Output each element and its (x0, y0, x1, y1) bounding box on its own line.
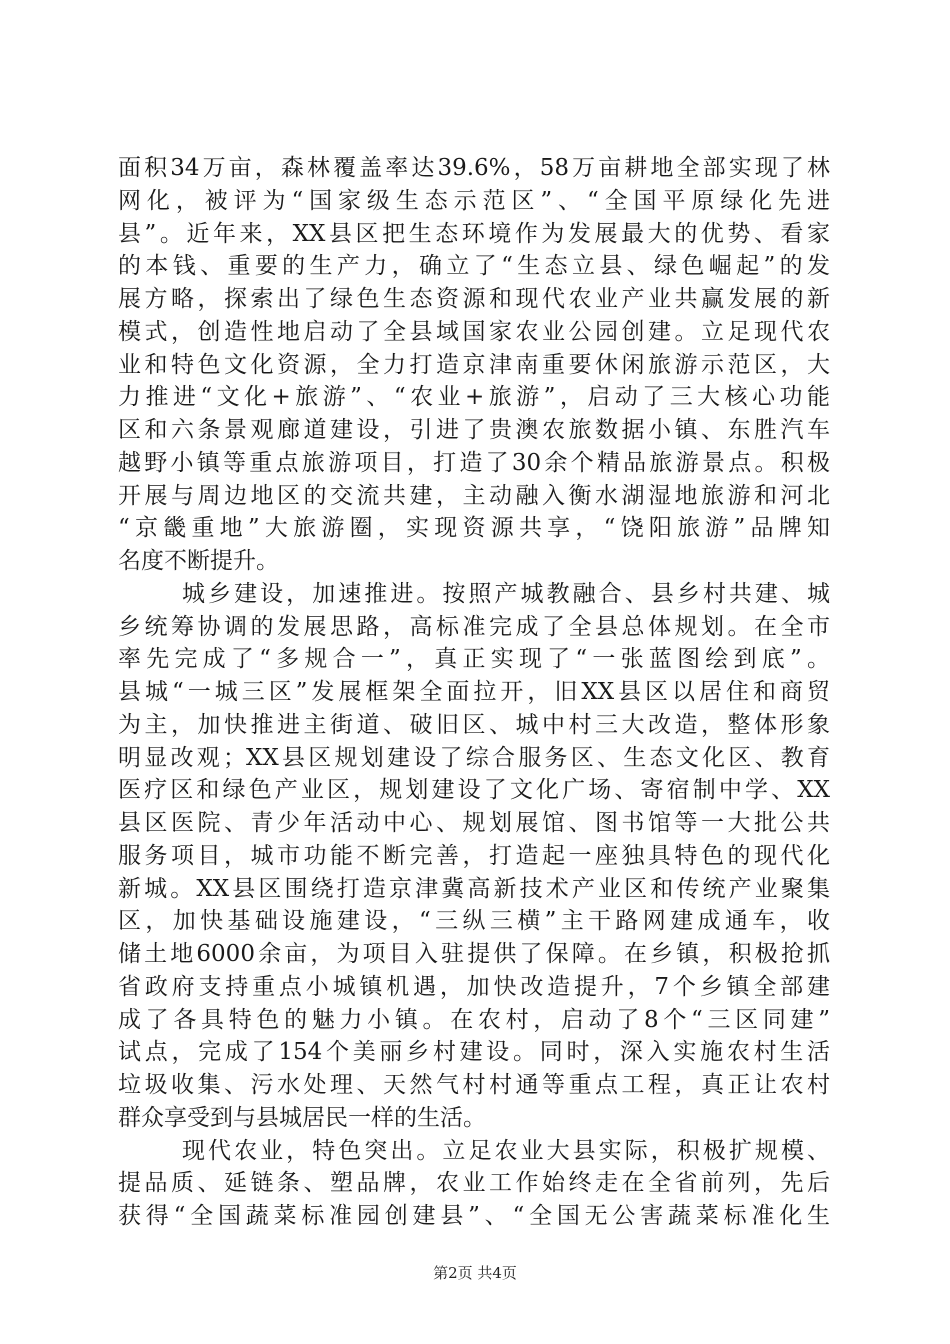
text-line: 储土地6000余亩，为项目入驻提供了保障。在乡镇，积极抢抓 (118, 941, 830, 967)
text-line: 模式，创造性地启动了全县域国家农业公园创建。立足现代农 (118, 318, 830, 345)
text-line: 区，加快基础设施建设，“三纵三横”主干路网建成通车，收 (118, 908, 830, 935)
text-line: 垃圾收集、污水处理、天然气村村通等重点工程，真正让农村 (118, 1072, 830, 1098)
text-line: 的本钱、重要的生产力，确立了“生态立县、绿色崛起”的发 (118, 253, 830, 280)
text-line: 县”。近年来，XX县区把生态环境作为发展最大的优势、看家 (118, 220, 830, 247)
text-line: 明显改观；XX县区规划建设了综合服务区、生态文化区、教育 (118, 744, 830, 771)
paragraph-start-line: 城乡建设，加速推进。按照产城教融合、县乡村共建、城 (182, 580, 830, 607)
text-line: 乡统筹协调的发展思路，高标准完成了全县总体规划。在全市 (118, 613, 830, 640)
text-line: 力推进“文化+旅游”、“农业+旅游”，启动了三大核心功能 (118, 384, 830, 411)
text-line: 网化，被评为“国家级生态示范区”、“全国平原绿化先进 (118, 187, 830, 214)
text-line: 展方略，探索出了绿色生态资源和现代农业产业共赢发展的新 (118, 286, 830, 312)
text-line: 县区医院、青少年活动中心、规划展馆、图书馆等一大批公共 (118, 810, 830, 836)
text-line: 面积34万亩，森林覆盖率达39.6%，58万亩耕地全部实现了林 (118, 155, 830, 181)
text-line: 群众享受到与县城居民一样的生活。 (118, 1104, 486, 1131)
text-line: 县城“一城三区”发展框架全面拉开，旧XX县区以居住和商贸 (118, 679, 830, 705)
text-line: 成了各具特色的魅力小镇。在农村，启动了8个“三区同建” (118, 1006, 830, 1033)
text-line: 率先完成了“多规合一”，真正实现了“一张蓝图绘到底”。 (118, 646, 830, 673)
text-line: 服务项目，城市功能不断完善，打造起一座独具特色的现代化 (118, 842, 830, 869)
text-line: 新城。XX县区围绕打造京津冀高新技术产业区和传统产业聚集 (118, 875, 830, 902)
text-line: 医疗区和绿色产业区，规划建设了文化广场、寄宿制中学、XX (118, 777, 830, 804)
text-line: 开展与周边地区的交流共建，主动融入衡水湖湿地旅游和河北 (118, 482, 830, 509)
text-line: 业和特色文化资源，全力打造京津南重要休闲旅游示范区，大 (118, 351, 830, 378)
body-text (118, 152, 830, 1233)
page-number-footer: 第2页 共4页 (433, 1264, 517, 1282)
text-line: 区和六条景观廊道建设，引进了贵澳农旅数据小镇、东胜汽车 (118, 417, 830, 443)
text-line: 为主，加快推进主街道、破旧区、城中村三大改造，整体形象 (118, 711, 830, 738)
text-line: 省政府支持重点小城镇机遇，加快改造提升，7个乡镇全部建 (118, 973, 830, 1000)
text-line: 名度不断提升。 (118, 548, 279, 574)
text-line: 获得“全国蔬菜标准园创建县”、“全国无公害蔬菜标准化生 (118, 1203, 830, 1229)
text-line: 提品质、延链条、塑品牌，农业工作始终走在全省前列，先后 (118, 1170, 830, 1197)
text-line: “京畿重地”大旅游圈，实现资源共享，“饶阳旅游”品牌知 (118, 515, 830, 542)
paragraph-start-line: 现代农业，特色突出。立足农业大县实际，积极扩规模、 (182, 1137, 830, 1164)
text-line: 试点，完成了154个美丽乡村建设。同时，深入实施农村生活 (118, 1039, 830, 1066)
text-line: 越野小镇等重点旅游项目，打造了30余个精品旅游景点。积极 (118, 449, 830, 476)
